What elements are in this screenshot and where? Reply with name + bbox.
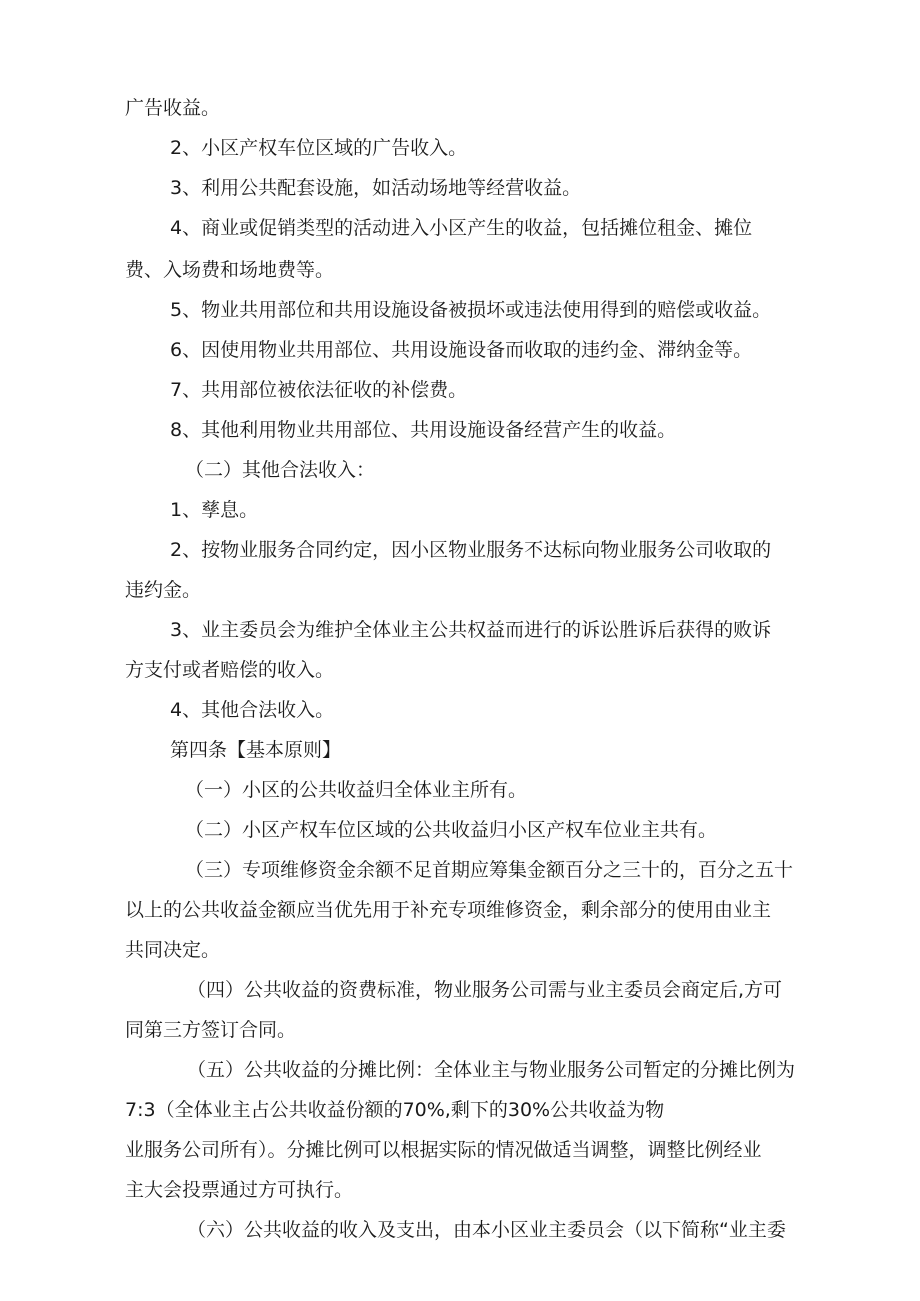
list-item-line: 1、孳息。: [170, 499, 259, 521]
list-item-line: 3、业主委员会为维护全体业主公共权益而进行的诉讼胜诉后获得的败诉: [170, 619, 772, 641]
list-item-line: 4、其他合法收入。: [170, 699, 335, 721]
list-item-line: 2、小区产权车位区域的广告收入。: [170, 137, 468, 159]
principle-item: （六）公共收益的收入及支出，由本小区业主委员会（以下简称“业主委: [187, 1219, 786, 1241]
paragraph-line: 业服务公司所有）。分摊比例可以根据实际的情况做适当调整，调整比例经业: [125, 1139, 762, 1161]
list-item-line: 3、利用公共配套设施，如活动场地等经营收益。: [170, 177, 582, 199]
list-item-line: 2、按物业服务合同约定，因小区物业服务不达标向物业服务公司收取的: [170, 539, 772, 561]
paragraph-line: 共同决定。: [125, 939, 221, 961]
article-heading: 第四条【基本原则】: [170, 739, 342, 761]
section-heading: （二）其他合法收入：: [185, 459, 376, 481]
principle-item: （一）小区的公共收益归全体业主所有。: [185, 779, 528, 801]
paragraph-line: 违约金。: [125, 579, 202, 601]
paragraph-line: 主大会投票通过方可执行。: [125, 1179, 354, 1201]
paragraph-line: 方支付或者赔偿的收入。: [125, 659, 335, 681]
paragraph-line: 同第三方签订合同。: [125, 1019, 297, 1041]
paragraph-line: 7:3（全体业主占公共收益份额的70%,剩下的30%公共收益为物: [125, 1099, 665, 1121]
list-item-line: 6、因使用物业共用部位、共用设施设备而收取的违约金、滞纳金等。: [170, 339, 753, 361]
principle-item: （五）公共收益的分摊比例：全体业主与物业服务公司暂定的分摊比例为: [187, 1059, 796, 1081]
paragraph-line: 费、入场费和场地费等。: [125, 259, 335, 281]
principle-item: （四）公共收益的资费标准，物业服务公司需与业主委员会商定后,方可: [187, 979, 783, 1001]
list-item-line: 5、物业共用部位和共用设施设备被损坏或违法使用得到的赔偿或收益。: [170, 299, 772, 321]
list-item-line: 7、共用部位被依法征收的补偿费。: [170, 379, 468, 401]
principle-item: （三）专项维修资金余额不足首期应筹集金额百分之三十的，百分之五十: [185, 859, 794, 881]
principle-item: （二）小区产权车位区域的公共收益归小区产权车位业主共有。: [185, 819, 718, 841]
paragraph-line: 广告收益。: [125, 97, 221, 119]
list-item-line: 4、商业或促销类型的活动进入小区产生的收益，包括摊位租金、摊位: [170, 217, 753, 239]
list-item-line: 8、其他利用物业共用部位、共用设施设备经营产生的收益。: [170, 419, 677, 441]
paragraph-line: 以上的公共收益金额应当优先用于补充专项维修资金，剩余部分的使用由业主: [125, 899, 772, 921]
